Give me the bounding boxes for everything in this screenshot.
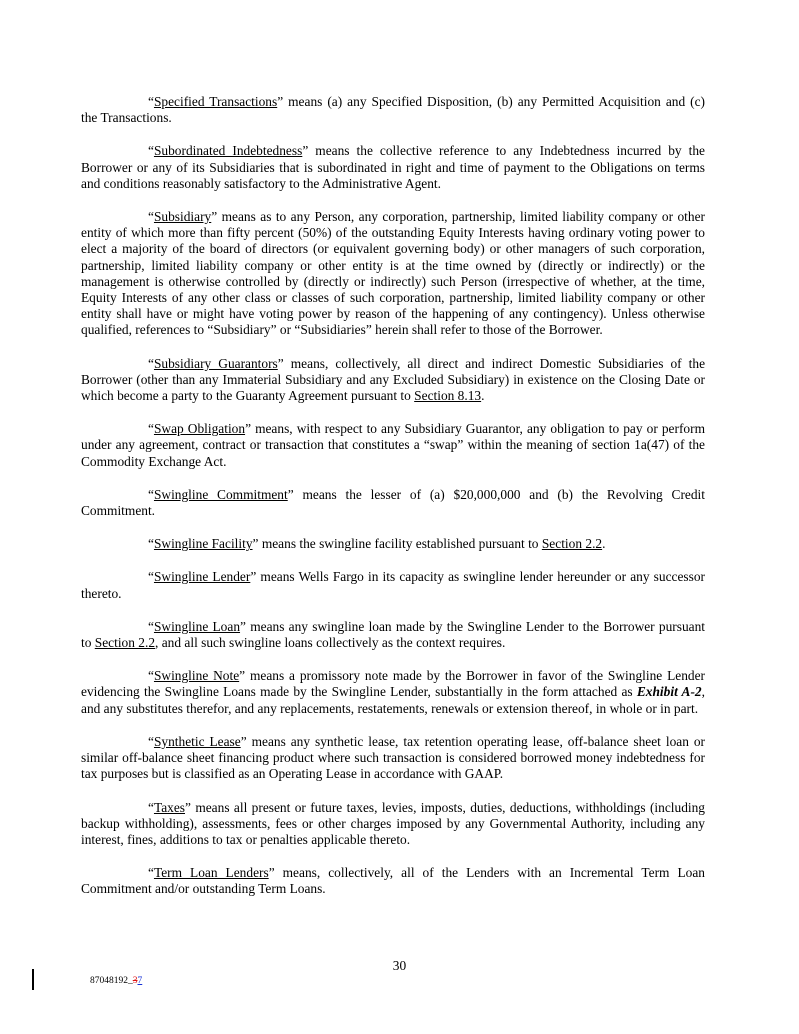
definition-swingline-lender: “Swingline Lender” means Wells Fargo in its capacity as swingline lender hereunder or any successor thereto. (81, 569, 705, 601)
defined-term: Swingline Commitment (153, 486, 288, 502)
definition-swingline-loan: “Swingline Loan” means any swingline loan made by the Swingline Lender to the Borrower pursuant to Section 2.2, and all such swingline loans collectively as the context requires. (81, 618, 706, 651)
page-number: 30 (392, 958, 407, 973)
definition-synthetic-lease: “Synthetic Lease” means any synthetic lease, tax retention operating lease, off-balance sheet loan or similar off-balance sheet financing product where such transaction is considered borrowed money indebtedness for tax purposes but is classified as an Operating Lease in accordance with GAAP. (81, 733, 705, 782)
section-reference: Section 8.13 (414, 388, 482, 404)
defined-term: Synthetic Lease (153, 733, 241, 749)
definition-term-loan-lenders: “Term Loan Lenders” means, collectively, all of the Lenders with an Incremental Term Loan Commitment and/or outstanding Term Loans. (81, 865, 705, 897)
defined-term: Swap Obligation (153, 421, 246, 437)
defined-term: Subordinated Indebtedness (153, 143, 303, 159)
definition-taxes: “Taxes” means all present or future taxes, levies, imposts, duties, deductions, withholdings (including backup withholding), assessments, fees or other charges imposed by any Governmental Authority, including any interest, fines, additions to tax or penalties applicable thereto. (81, 799, 705, 847)
definition-subordinated-indebtedness: “Subordinated Indebtedness” means the collective reference to any Indebtedness incurred by the Borrower or any of its Subsidiaries that is subordinated in right and time of payment to the Obligations on terms and conditions reasonably satisfactory to the Administrative Agent. (81, 143, 706, 191)
section-reference: Section 2.2 (541, 536, 603, 552)
defined-term: Subsidiary Guarantors (153, 355, 278, 371)
defined-term: Subsidiary (153, 209, 212, 225)
definition-subsidiary: “Subsidiary” means as to any Person, any corporation, partnership, limited liability company or other entity of which more than fifty percent (50%) of the outstanding Equity Interests having ordinary voting power to elect a majority of the board of directors (or equivalent governing body) or other managers of such corporation, partnership, limited liability company or other entity is at the time owned by (directly or indirectly) or the management is otherwise controlled by (directly or indirectly) such Person (irrespective of whether, at the time, Equity Interests of any other class or classes of such corporation, partnership, limited liability company or other entity shall have or might have voting power by reason of the happening of any contingency). Unless otherwise qualified, references to “Subsidiary” or “Subsidiaries” herein shall refer to those of the Borrower. (81, 209, 705, 338)
defined-term: Specified Transactions (153, 94, 278, 109)
definition-swingline-facility: “Swingline Facility” means the swingline facility established pursuant to Section 2.2. (148, 536, 606, 552)
version-deleted: 3 (132, 976, 138, 986)
section-reference: Section 2.2 (94, 635, 156, 651)
defined-term: Swingline Note (153, 668, 240, 684)
definition-swap-obligation: “Swap Obligation” means, with respect to any Subsidiary Guarantor, any obligation to pay or perform under any agreement, contract or transaction that constitutes a “swap” within the meaning of section 1a(47) of the Commodity Exchange Act. (81, 421, 705, 469)
change-bar (32, 969, 34, 990)
definitions-body (81, 94, 705, 915)
definition-subsidiary-guarantors: “Subsidiary Guarantors” means, collectively, all direct and indirect Domestic Subsidiaries of the Borrower (other than any Immaterial Subsidiary and any Excluded Subsidiary) in existence on the Closing Date or which become a party to the Guaranty Agreement pursuant to Section 8.13. (81, 355, 706, 404)
version-inserted: 7 (137, 976, 143, 986)
defined-term: Swingline Facility (153, 536, 253, 552)
definition-swingline-note: “Swingline Note” means a promissory note made by the Borrower in favor of the Swingline Lender evidencing the Swingline Loans made by the Swingline Lender, substantially in the form attached as Exhibit A-2, and any substitutes therefor, and any replacements, restatements, renewals or extension thereof, in whole or in part. (81, 668, 705, 716)
document-id (90, 976, 142, 986)
defined-term: Swingline Loan (153, 618, 241, 634)
defined-term: Taxes (153, 799, 185, 815)
definition-swingline-commitment: “Swingline Commitment” means the lesser of (a) $20,000,000 and (b) the Revolving Credit Commitment. (81, 486, 705, 519)
definition-specified-transactions: “Specified Transactions” means (a) any Specified Disposition, (b) any Permitted Acquisition and (c) the Transactions. (81, 94, 705, 126)
exhibit-reference: Exhibit A-2 (636, 684, 702, 700)
defined-term: Term Loan Lenders (153, 865, 269, 881)
defined-term: Swingline Lender (153, 569, 251, 585)
document-id-number: 87048192_ (90, 976, 133, 986)
